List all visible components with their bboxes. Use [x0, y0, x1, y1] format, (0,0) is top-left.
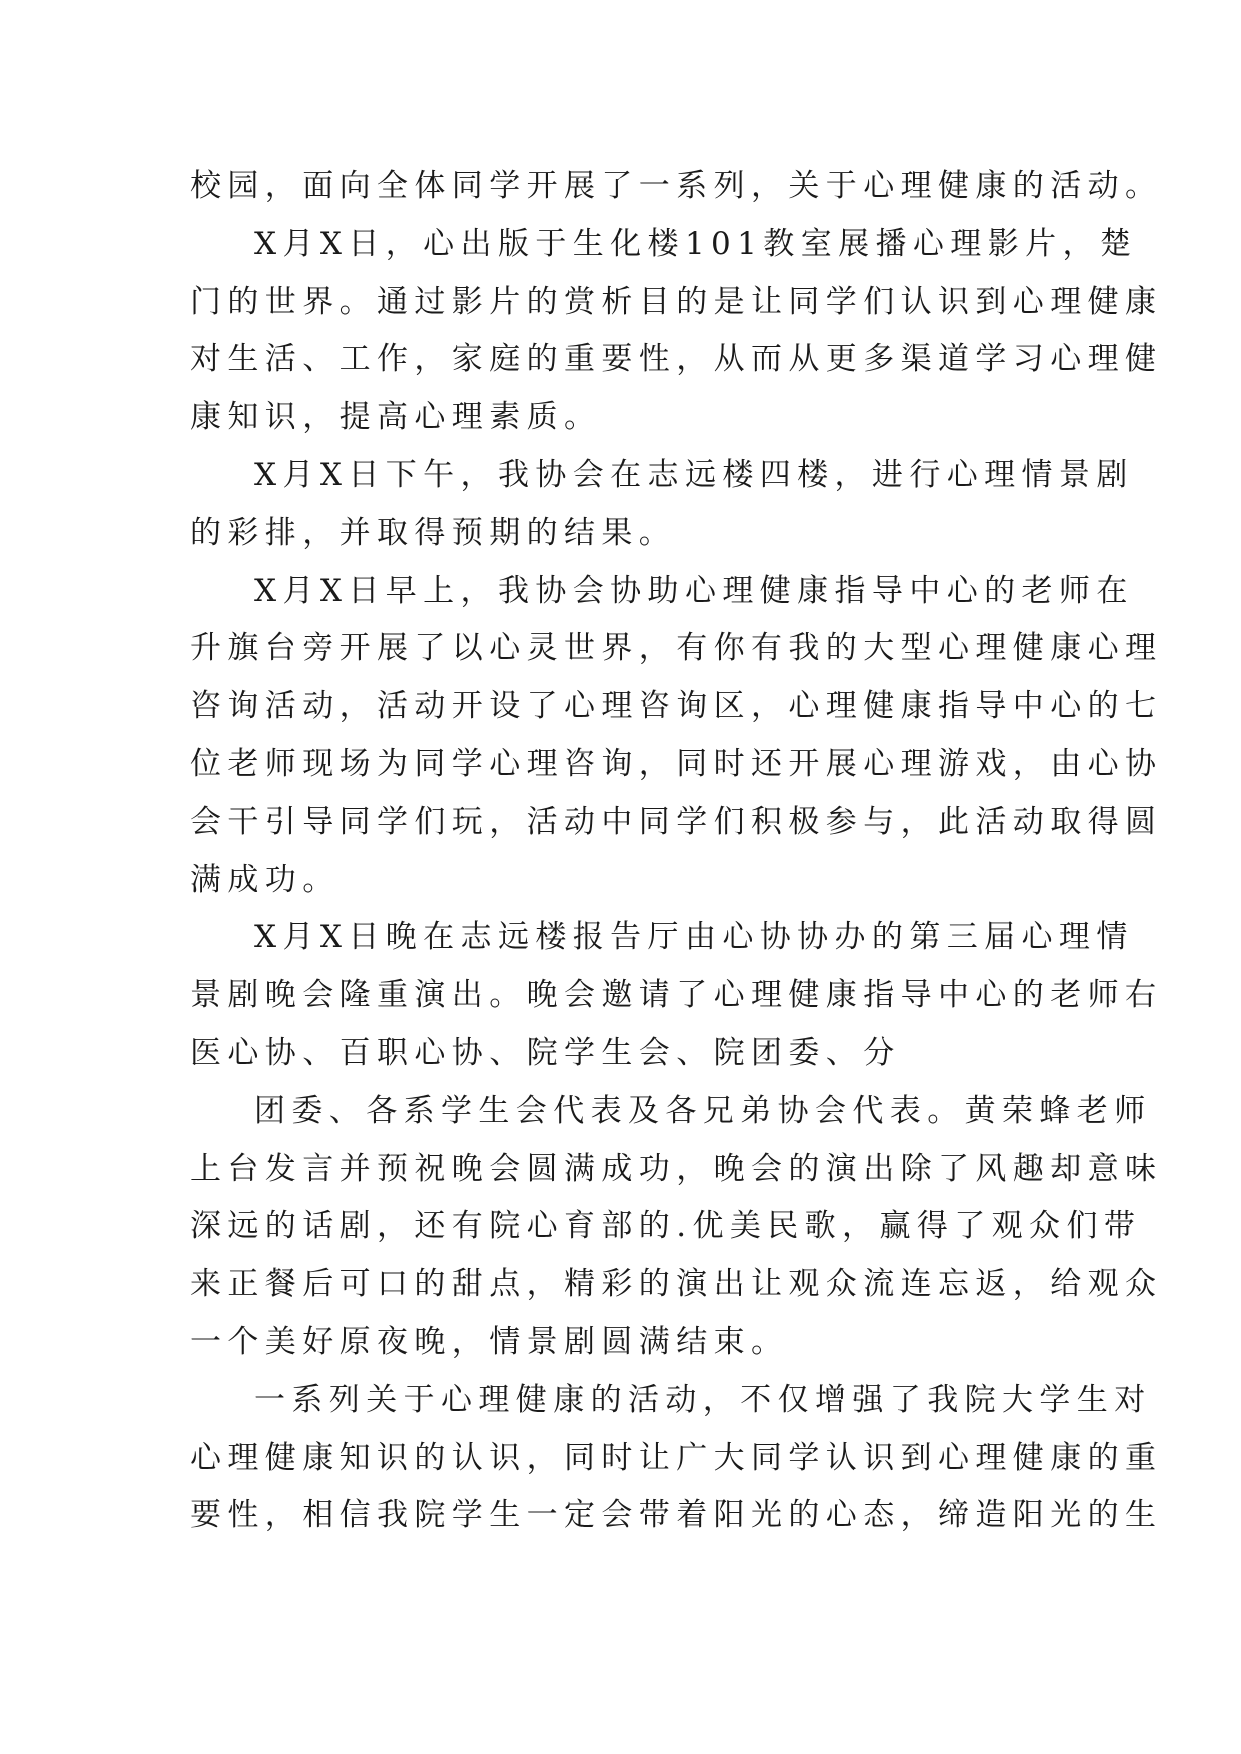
text-line: X月X日早上，我协会协助心理健康指导中心的老师在 — [254, 572, 1134, 609]
text-line: 上台发言并预祝晚会圆满成功，晚会的演出除了风趣却意味 — [190, 1150, 1163, 1187]
document-body — [190, 158, 1163, 1545]
text-line: 康知识，提高心理素质。 — [190, 399, 602, 436]
text-line: 校园，面向全体同学开展了一系列，关于心理健康的活动。 — [190, 168, 1163, 204]
text-line: 位老师现场为同学心理咨询，同时还开展心理游戏，由心协 — [190, 745, 1163, 782]
text-line: X月X日，心出版于生化楼101教室展播心理影片，楚 — [254, 225, 1138, 262]
text-line: 一个美好原夜晚，情景剧圆满结束。 — [190, 1323, 789, 1360]
text-line: 团委、各系学生会代表及各兄弟协会代表。黄荣蜂老师 — [254, 1092, 1152, 1129]
text-line: 会干引导同学们玩，活动中同学们积极参与，此活动取得圆 — [190, 803, 1163, 840]
text-line: 升旗台旁开展了以心灵世界，有你有我的大型心理健康心理 — [190, 630, 1163, 667]
text-line: 医心协、百职心协、院学生会、院团委、分 — [190, 1034, 901, 1071]
text-line: 深远的话剧，还有院心育部的.优美民歌，赢得了观众们带 — [190, 1208, 1142, 1245]
text-line: 心理健康知识的认识，同时让广大同学认识到心理健康的重 — [190, 1439, 1163, 1476]
text-line: 要性，相信我院学生一定会带着阳光的心态，缔造阳光的生 — [190, 1497, 1163, 1534]
text-line: 一系列关于心理健康的活动，不仅增强了我院大学生对 — [254, 1381, 1152, 1418]
text-line: 来正餐后可口的甜点，精彩的演出让观众流连忘返，给观众 — [190, 1266, 1163, 1303]
text-line: 咨询活动，活动开设了心理咨询区，心理健康指导中心的七 — [190, 688, 1163, 725]
text-line: X月X日下午，我协会在志远楼四楼，进行心理情景剧 — [254, 456, 1134, 493]
text-line: 对生活、工作，家庭的重要性，从而从更多渠道学习心理健 — [190, 341, 1163, 378]
text-line: 满成功。 — [190, 861, 340, 898]
text-line: 的彩排，并取得预期的结果。 — [190, 514, 677, 551]
text-line: 门的世界。通过影片的赏析目的是让同学们认识到心理健康 — [190, 283, 1163, 320]
text-line: 景剧晚会隆重演出。晚会邀请了心理健康指导中心的老师右 — [190, 977, 1163, 1014]
text-line: X月X日晚在志远楼报告厅由心协协办的第三届心理情 — [254, 919, 1134, 956]
